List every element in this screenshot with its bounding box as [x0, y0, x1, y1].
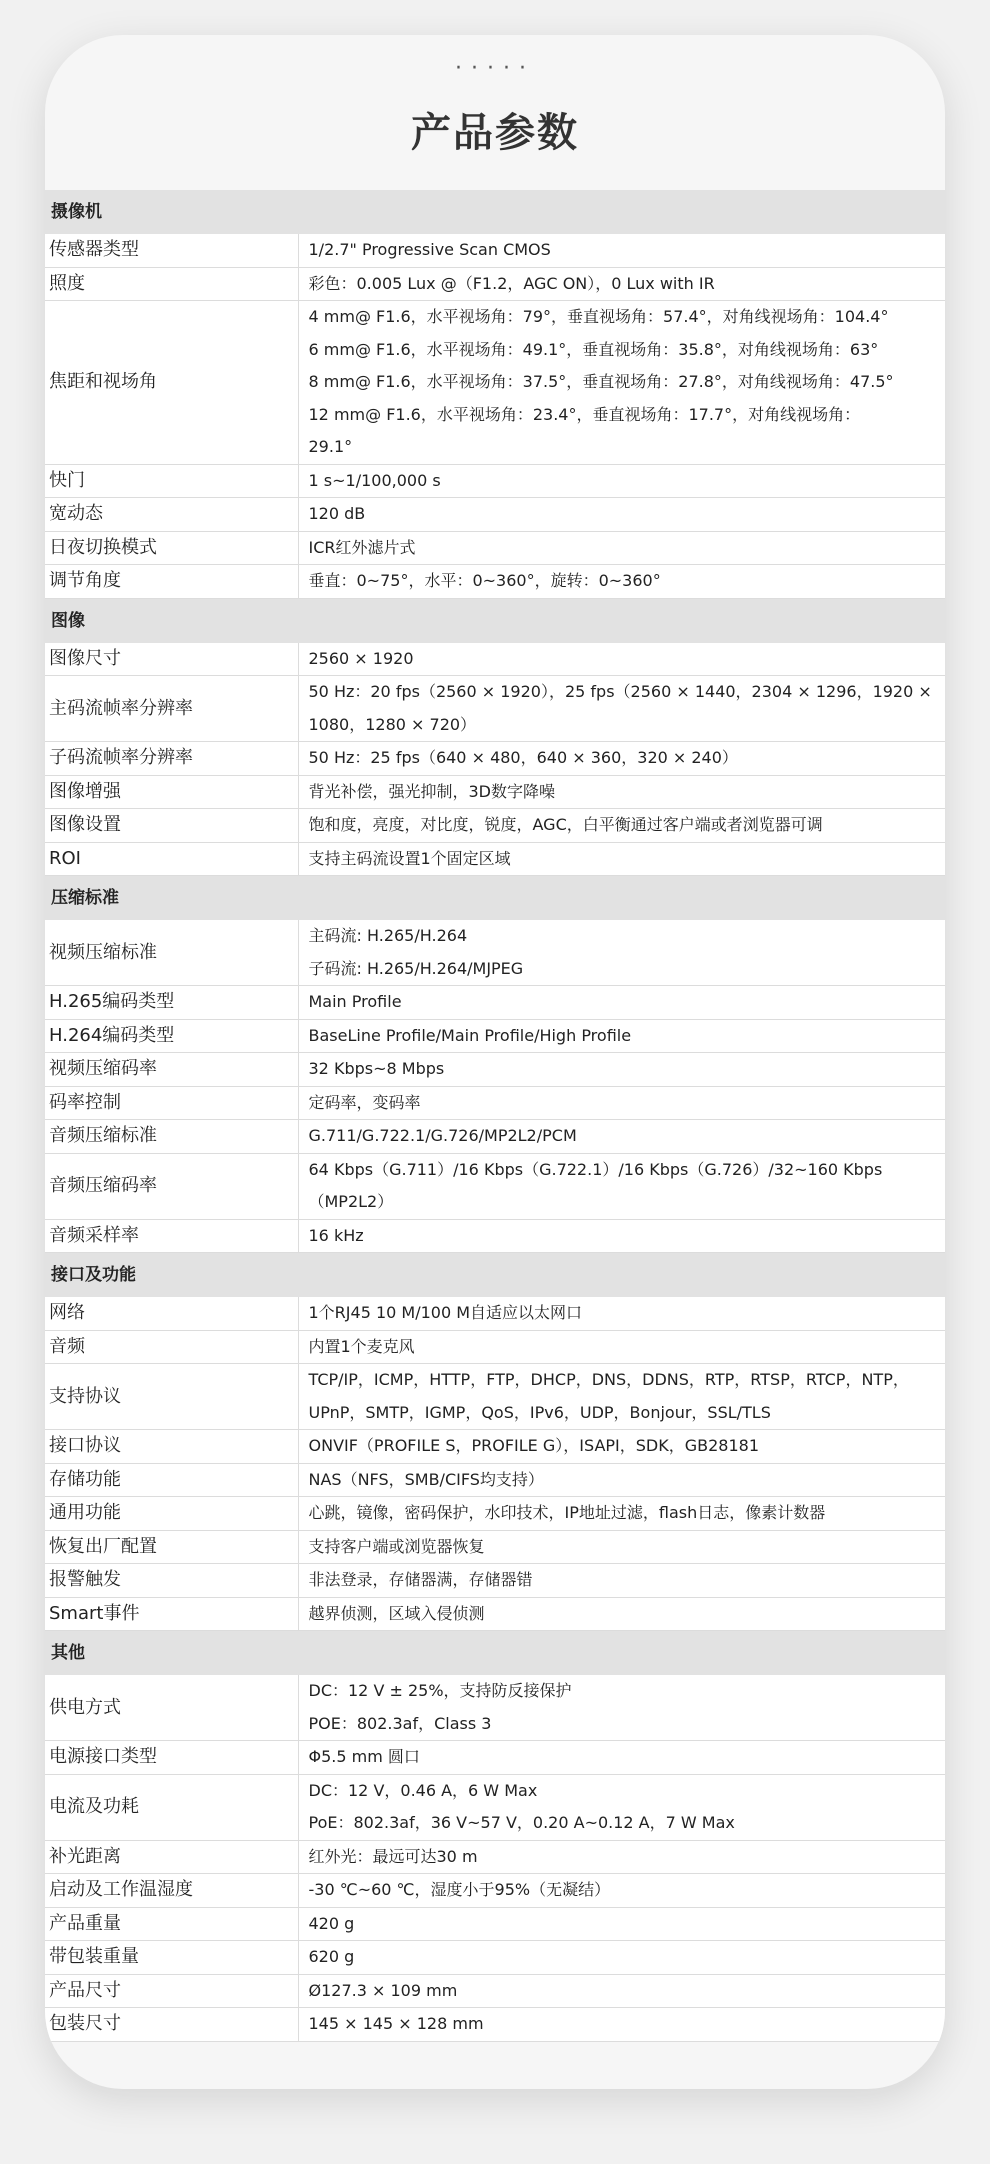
spec-label: 码率控制 [45, 1086, 298, 1120]
spec-label: 子码流帧率分辨率 [45, 742, 298, 776]
spec-value [298, 742, 945, 776]
spec-value-line: 非法登录，存储器满，存储器错 [308, 1570, 533, 1589]
spec-value-line: 145 × 145 × 128 mm [308, 2014, 484, 2033]
spec-row [45, 1053, 945, 1087]
spec-label: 支持协议 [45, 1364, 298, 1430]
section-title: 摄像机 [45, 190, 945, 234]
spec-value-line: 主码流: H.265/H.264 [308, 926, 468, 945]
spec-value [298, 1774, 945, 1840]
spec-label: 日夜切换模式 [45, 531, 298, 565]
spec-row [45, 1840, 945, 1874]
spec-value [298, 986, 945, 1020]
spec-value [298, 234, 945, 267]
section-header [45, 1253, 945, 1298]
spec-value-line: PoE：802.3af，36 V~57 V，0.20 A~0.12 A，7 W Max [308, 1813, 735, 1832]
spec-value-line: 定码率，变码率 [308, 1092, 421, 1112]
spec-value [298, 920, 945, 986]
spec-row [45, 1120, 945, 1154]
spec-value [298, 1153, 945, 1219]
spec-label: 供电方式 [45, 1675, 298, 1741]
spec-value [298, 2008, 945, 2042]
spec-value [298, 775, 945, 809]
spec-value [298, 498, 945, 532]
spec-row [45, 1330, 945, 1364]
spec-value [298, 1497, 945, 1531]
spec-value [298, 1941, 945, 1975]
spec-label: 图像尺寸 [45, 643, 298, 676]
spec-label: 宽动态 [45, 498, 298, 532]
spec-value-line: UPnP，SMTP，IGMP，QoS，IPv6，UDP，Bonjour，SSL/TLS [308, 1402, 771, 1422]
spec-label: 启动及工作温湿度 [45, 1874, 298, 1908]
spec-value [298, 676, 945, 742]
spec-label: 音频压缩标准 [45, 1120, 298, 1154]
spec-value [298, 1463, 945, 1497]
spec-value-line: TCP/IP，ICMP，HTTP，FTP，DHCP，DNS，DDNS，RTP，RTSP，RTCP，NTP， [308, 1370, 909, 1389]
spec-row [45, 643, 945, 676]
section-header [45, 1631, 945, 1676]
spec-value-line: 越界侦测，区域入侵侦测 [308, 1603, 485, 1623]
spec-row [45, 1597, 945, 1631]
section-title: 图像 [45, 598, 945, 643]
spec-value-line: ONVIF（PROFILE S，PROFILE G），ISAPI，SDK，GB28181 [308, 1436, 759, 1455]
spec-value [298, 1530, 945, 1564]
spec-label: 电源接口类型 [45, 1741, 298, 1775]
spec-value [298, 1564, 945, 1598]
spec-row [45, 1297, 945, 1330]
spec-row [45, 920, 945, 986]
spec-label: 包装尺寸 [45, 2008, 298, 2042]
spec-value-line: 背光补偿，强光抑制，3D数字降噪 [308, 781, 556, 801]
spec-row [45, 1774, 945, 1840]
spec-value-line: NAS（NFS，SMB/CIFS均支持） [308, 1469, 544, 1489]
spec-value-line: 6 mm@ F1.6，水平视场角：49.1°，垂直视场角：35.8°，对角线视场角：63° [308, 339, 879, 359]
spec-value-line: 1080，1280 × 720） [308, 714, 477, 734]
spec-value [298, 565, 945, 599]
spec-value-line: 4 mm@ F1.6，水平视场角：79°，垂直视场角：57.4°，对角线视场角：104.4° [308, 307, 889, 326]
spec-label: ROI [45, 842, 298, 876]
spec-row [45, 1086, 945, 1120]
spec-row [45, 1219, 945, 1253]
spec-value [298, 1840, 945, 1874]
spec-value-line: 12 mm@ F1.6，水平视场角：23.4°，垂直视场角：17.7°，对角线视场角： [308, 404, 861, 424]
spec-label: 通用功能 [45, 1497, 298, 1531]
spec-label: 网络 [45, 1297, 298, 1330]
spec-value-line: BaseLine Profile/Main Profile/High Profile [308, 1025, 632, 1045]
spec-label: 产品尺寸 [45, 1974, 298, 2008]
spec-card [45, 35, 945, 2089]
spec-value [298, 531, 945, 565]
spec-row [45, 234, 945, 267]
spec-label: 视频压缩标准 [45, 920, 298, 986]
spec-label: 调节角度 [45, 565, 298, 599]
spec-row [45, 775, 945, 809]
spec-label: 存储功能 [45, 1463, 298, 1497]
spec-value-line: 支持主码流设置1个固定区域 [308, 848, 511, 868]
spec-row [45, 1364, 945, 1430]
spec-row [45, 301, 945, 465]
spec-value-line: -30 ℃~60 ℃，湿度小于95%（无凝结） [308, 1880, 611, 1899]
spec-label: H.265编码类型 [45, 986, 298, 1020]
spec-value-line: G.711/G.722.1/G.726/MP2L2/PCM [308, 1126, 577, 1145]
spec-value-line: 16 kHz [308, 1225, 364, 1245]
spec-value [298, 1675, 945, 1741]
spec-row [45, 1463, 945, 1497]
spec-value-line: 1/2.7" Progressive Scan CMOS [308, 240, 551, 259]
spec-row [45, 565, 945, 599]
spec-value [298, 1597, 945, 1631]
spec-row [45, 809, 945, 843]
spec-value-line: 120 dB [308, 504, 366, 523]
spec-value [298, 1364, 945, 1430]
spec-row [45, 1153, 945, 1219]
spec-row [45, 1530, 945, 1564]
spec-value-line: 50 Hz：25 fps（640 × 480，640 × 360，320 × 240） [308, 748, 738, 767]
section-header [45, 598, 945, 643]
spec-row [45, 2008, 945, 2042]
section-header [45, 876, 945, 921]
spec-row [45, 742, 945, 776]
spec-row [45, 986, 945, 1020]
spec-value-line: 50 Hz：20 fps（2560 × 1920），25 fps（2560 × 1440，2304 × 1296，1920 × [308, 682, 932, 701]
spec-value [298, 464, 945, 498]
spec-row [45, 531, 945, 565]
spec-row [45, 1941, 945, 1975]
spec-value [298, 1907, 945, 1941]
spec-row [45, 498, 945, 532]
spec-label: Smart事件 [45, 1597, 298, 1631]
spec-label: 图像增强 [45, 775, 298, 809]
spec-label: 视频压缩码率 [45, 1053, 298, 1087]
spec-row [45, 1675, 945, 1741]
spec-row [45, 1874, 945, 1908]
spec-label: 快门 [45, 464, 298, 498]
spec-value [298, 1219, 945, 1253]
spec-value [298, 1297, 945, 1330]
spec-value-line: Φ5.5 mm 圆口 [308, 1747, 420, 1766]
page-title: 产品参数 [411, 110, 579, 156]
spec-value-line: 2560 × 1920 [308, 648, 414, 668]
spec-value-line: Ø127.3 × 109 mm [308, 1980, 458, 2000]
spec-value-line: 子码流: H.265/H.264/MJPEG [308, 958, 524, 978]
spec-label: 传感器类型 [45, 234, 298, 267]
spec-label: 焦距和视场角 [45, 301, 298, 465]
spec-value [298, 1019, 945, 1053]
spec-label: 带包装重量 [45, 1941, 298, 1975]
spec-value [298, 1120, 945, 1154]
spec-value-line: 620 g [308, 1947, 355, 1966]
spec-value-line: 彩色：0.005 Lux @（F1.2，AGC ON），0 Lux with IR [308, 273, 715, 293]
spec-value [298, 267, 945, 301]
spec-value-line: 29.1° [308, 437, 353, 456]
section-title: 接口及功能 [45, 1253, 945, 1298]
spec-value [298, 1430, 945, 1464]
spec-row [45, 1019, 945, 1053]
spec-value-line: 垂直：0~75°，水平：0~360°，旋转：0~360° [308, 571, 661, 590]
spec-row [45, 1564, 945, 1598]
spec-value [298, 301, 945, 465]
spec-row [45, 464, 945, 498]
spec-row [45, 1741, 945, 1775]
spec-label: 报警触发 [45, 1564, 298, 1598]
spec-label: H.264编码类型 [45, 1019, 298, 1053]
spec-label: 补光距离 [45, 1840, 298, 1874]
spec-label: 照度 [45, 267, 298, 301]
spec-table [45, 190, 945, 2042]
spec-label: 音频采样率 [45, 1219, 298, 1253]
spec-value [298, 842, 945, 876]
decorative-dots: ····· [455, 56, 535, 81]
spec-row [45, 267, 945, 301]
spec-value-line: DC：12 V，0.46 A，6 W Max [308, 1780, 538, 1800]
spec-row [45, 842, 945, 876]
spec-value-line: 内置1个麦克风 [308, 1336, 415, 1356]
spec-row [45, 676, 945, 742]
spec-value [298, 1974, 945, 2008]
spec-value [298, 1874, 945, 1908]
spec-value-line: Main Profile [308, 992, 402, 1011]
spec-value-line: ICR红外滤片式 [308, 537, 416, 557]
spec-value-line: 支持客户端或浏览器恢复 [308, 1536, 485, 1556]
spec-label: 主码流帧率分辨率 [45, 676, 298, 742]
spec-label: 音频压缩码率 [45, 1153, 298, 1219]
section-title: 压缩标准 [45, 876, 945, 921]
spec-value [298, 1741, 945, 1775]
spec-value-line: 心跳，镜像，密码保护，水印技术，IP地址过滤，flash日志，像素计数器 [308, 1503, 826, 1522]
spec-row [45, 1497, 945, 1531]
spec-value-line: 32 Kbps~8 Mbps [308, 1059, 445, 1078]
spec-value-line: DC：12 V ± 25%，支持防反接保护 [308, 1681, 572, 1700]
spec-value [298, 643, 945, 676]
spec-value-line: 饱和度，亮度，对比度，锐度，AGC，白平衡通过客户端或者浏览器可调 [308, 815, 823, 834]
spec-value-line: 1 s~1/100,000 s [308, 470, 441, 490]
spec-value [298, 809, 945, 843]
spec-row [45, 1430, 945, 1464]
spec-label: 恢复出厂配置 [45, 1530, 298, 1564]
spec-value [298, 1330, 945, 1364]
spec-label: 图像设置 [45, 809, 298, 843]
spec-label: 接口协议 [45, 1430, 298, 1464]
spec-value-line: 红外光：最远可达30 m [308, 1846, 478, 1866]
spec-value [298, 1053, 945, 1087]
spec-value-line: 420 g [308, 1913, 355, 1933]
spec-label: 电流及功耗 [45, 1774, 298, 1840]
spec-label: 产品重量 [45, 1907, 298, 1941]
spec-row [45, 1907, 945, 1941]
section-title: 其他 [45, 1631, 945, 1676]
spec-value-line: 8 mm@ F1.6，水平视场角：37.5°，垂直视场角：27.8°，对角线视场角：47.5° [308, 372, 894, 391]
spec-value-line: （MP2L2） [308, 1192, 394, 1211]
spec-value-line: POE：802.3af，Class 3 [308, 1713, 492, 1733]
section-header [45, 190, 945, 234]
spec-label: 音频 [45, 1330, 298, 1364]
spec-value-line: 1个RJ45 10 M/100 M自适应以太网口 [308, 1303, 583, 1322]
spec-row [45, 1974, 945, 2008]
spec-value [298, 1086, 945, 1120]
spec-value-line: 64 Kbps（G.711）/16 Kbps（G.722.1）/16 Kbps（G.726）/32~160 Kbps [308, 1159, 883, 1179]
